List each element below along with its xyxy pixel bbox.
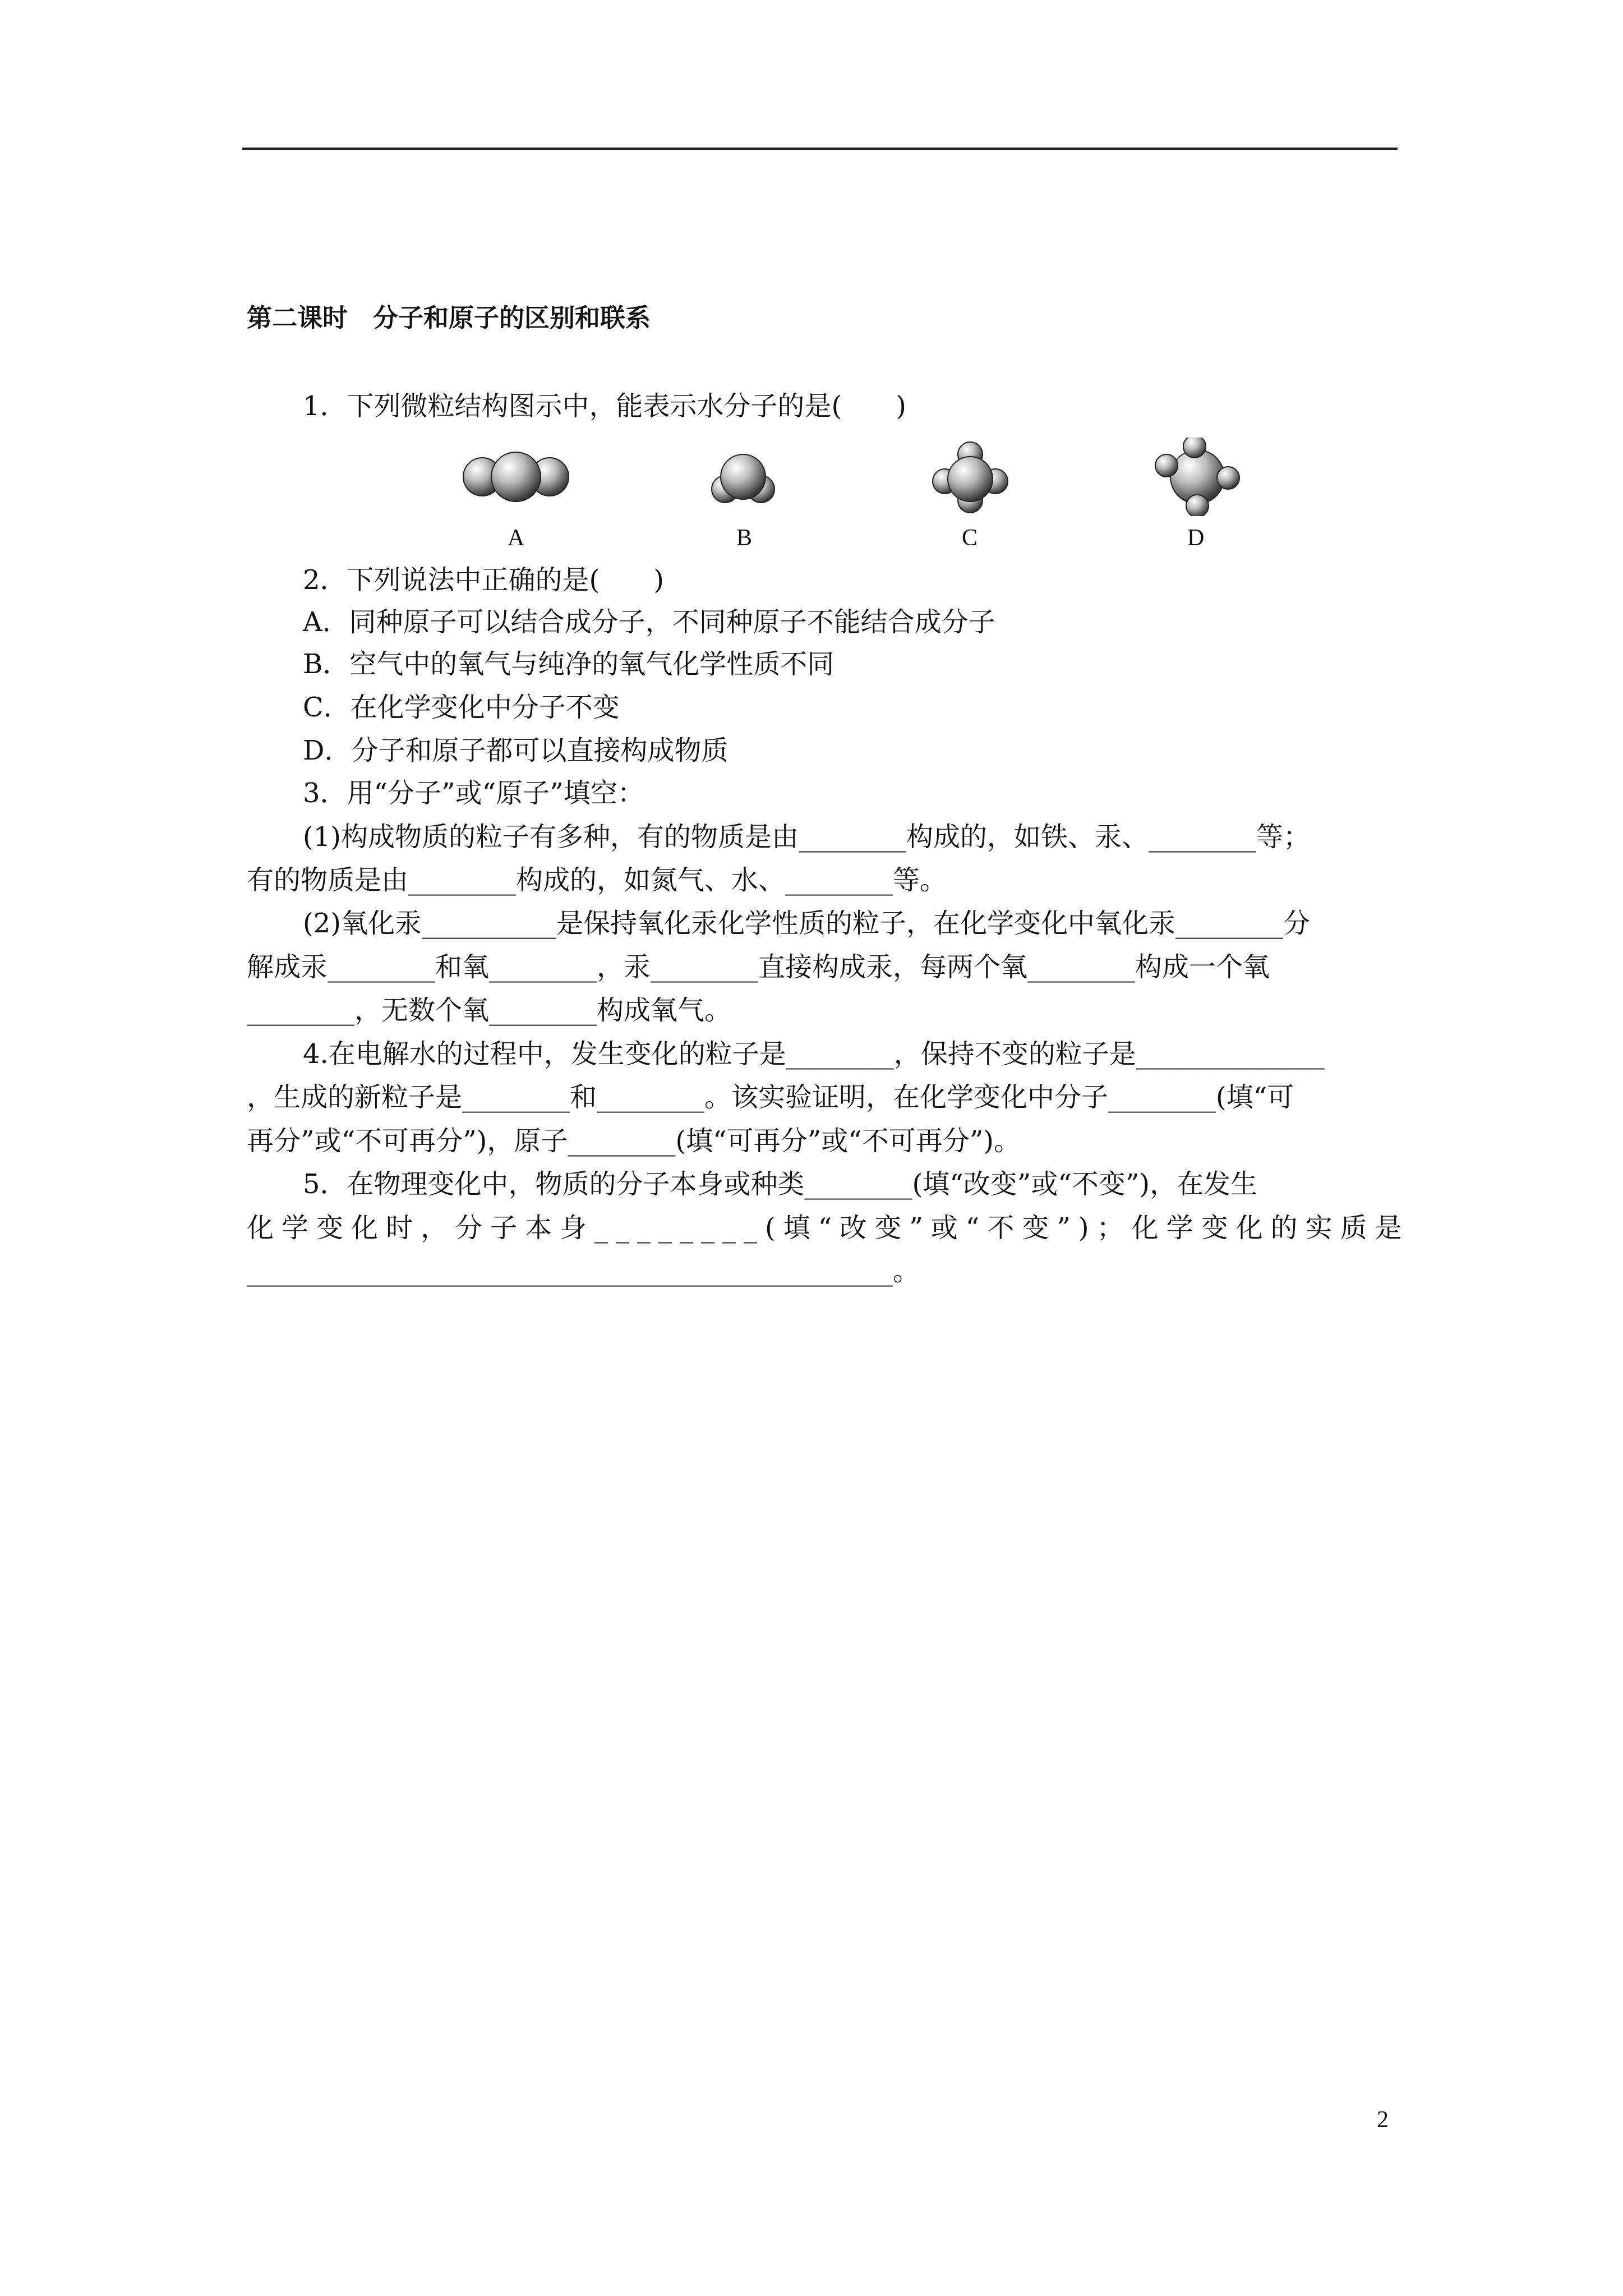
molecule-b-image bbox=[681, 438, 805, 516]
header-rule bbox=[242, 148, 1398, 150]
q2-option-d: D．分子和原子都可以直接构成物质 bbox=[303, 735, 728, 766]
q2-option-a: A．同种原子可以结合成分子，不同种原子不能结合成分子 bbox=[303, 606, 995, 638]
option-b-label: B bbox=[736, 525, 753, 551]
page-number: 2 bbox=[1377, 2107, 1389, 2133]
q5-line1: 5．在物理变化中，物质的分子本身或种类________(填“改变”或“不变”)，在发生 bbox=[303, 1168, 1258, 1200]
q3-part2-line1: (2)氧化汞__________是保持氧化汞化学性质的粒子，在化学变化中氧化汞________分 bbox=[303, 908, 1310, 939]
q3-part2-line3: ________，无数个氧________构成氧气。 bbox=[247, 995, 732, 1026]
molecule-d-image bbox=[1136, 438, 1259, 516]
q3-part1-line2: 有的物质是由________构成的，如氮气、水、________等。 bbox=[247, 864, 947, 896]
q3-stem: 3．用“分子”或“原子”填空： bbox=[303, 777, 644, 809]
q1-stem: 1．下列微粒结构图示中，能表示水分子的是( ) bbox=[303, 390, 906, 422]
q5-line2: 化学变化时，分子本身________(填“改变”或“不变”)；化学变化的实质是 bbox=[247, 1212, 1410, 1244]
q2-option-b: B．空气中的氧气与纯净的氧气化学性质不同 bbox=[303, 648, 834, 680]
q4-line1: 4.在电解水的过程中，发生变化的粒子是________，保持不变的粒子是______________ bbox=[303, 1038, 1325, 1070]
molecule-c-image bbox=[909, 438, 1032, 516]
q3-part2-line2: 解成汞________和氧________，汞________直接构成汞，每两个氧________构成一个氧 bbox=[247, 951, 1270, 983]
q4-line3: 再分”或“不可再分”)，原子________(填“可再分”或“不可再分”)。 bbox=[247, 1125, 1021, 1157]
q5-line3: ________________________________________________。 bbox=[247, 1255, 920, 1287]
option-c-label: C bbox=[962, 525, 978, 551]
q2-stem: 2．下列说法中正确的是( ) bbox=[303, 564, 664, 596]
q4-line2: ，生成的新粒子是________和________。该实验证明，在化学变化中分子________(填“可 bbox=[247, 1082, 1294, 1113]
lesson-title: 第二课时 分子和原子的区别和联系 bbox=[247, 303, 651, 333]
option-a-label: A bbox=[508, 525, 525, 551]
q2-option-c: C．在化学变化中分子不变 bbox=[303, 692, 620, 723]
molecule-a-image bbox=[454, 438, 578, 516]
q3-part1-line1: (1)构成物质的粒子有多种，有的物质是由________构成的，如铁、汞、________等； bbox=[303, 821, 1310, 853]
option-d-label: D bbox=[1187, 525, 1205, 551]
